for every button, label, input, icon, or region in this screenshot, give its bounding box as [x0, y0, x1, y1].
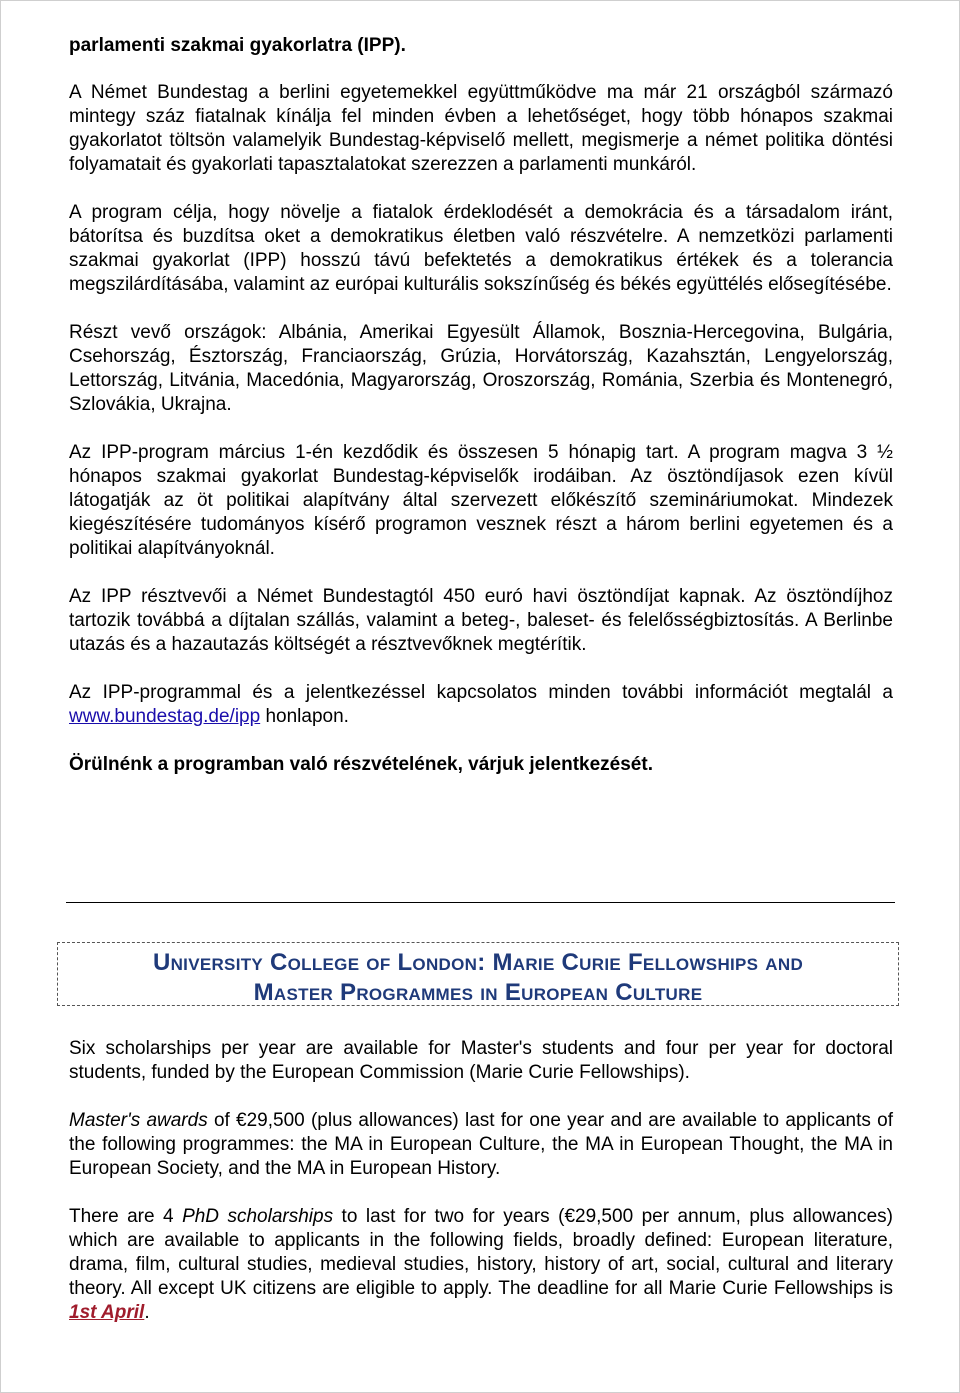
ucl-p2-rest: of €29,500 (plus allowances) last for one year and are available to applicants of the following programmes: the MA in European Culture, the MA in European Thought, the MA in European Society, and the MA in European History. [69, 1110, 893, 1179]
ucl-title-line-2: Master Programmes in European Culture [253, 979, 703, 1006]
hu-paragraph-5: Az IPP résztvevői a Német Bundestagtól 450 euró havi ösztöndíjat kapnak. Az ösztöndíjhoz tartozik továbbá a díjtalan szállás, valamint a beteg-, baleset- és felelősségbiztosítás. A Berlinbe utazás és a hazautazás költségét a résztvevőknek megtérítik. [69, 586, 893, 655]
hu-heading-line: parlamenti szakmai gyakorlatra (IPP). [69, 35, 406, 56]
hu-paragraph-3: Részt vevő országok: Albánia, Amerikai Egyesült Államok, Bosznia-Hercegovina, Bulgária, Csehország, Észtország, Franciaország, Grúzia, Horvátország, Kazahsztán, Lengyelország, Lettország, Litvánia, Macedónia, Magyarország, Oroszország, Románia, Szerbia és Montenegró, Szlovákia, Ukrajna. [69, 322, 893, 415]
ucl-paragraph-2 [69, 1109, 893, 1181]
ucl-p3-start: There are 4 [69, 1206, 183, 1227]
hu-closing: Örülnénk a programban való részvételének, várjuk jelentkezését. [69, 754, 653, 775]
ucl-p3-mid: to last for two for years (€29,500 per annum, plus allowances) which are available to applicants in the following fields, broadly defined: European literature, drama, film, cultural studies, medieval studies, history, history of art, social, cultural and literary theory. All except UK citizens are eligible to apply. The deadline for all Marie Curie Fellowships is [69, 1206, 894, 1299]
section-divider [66, 902, 895, 903]
ucl-section [69, 1037, 893, 1325]
hu-p6-text-before: Az IPP-programmal és a jelentkezéssel kapcsolatos minden további információt megtalál a [69, 682, 893, 703]
hu-p6-text-after: honlapon. [260, 706, 349, 727]
masters-awards-term: Master's awards [69, 1110, 208, 1131]
hu-paragraph-6 [69, 681, 893, 729]
phd-scholarships-term: PhD scholarships [182, 1206, 334, 1227]
deadline-link[interactable]: 1st April [69, 1302, 145, 1323]
ucl-title-box [57, 942, 899, 1006]
hu-paragraph-1: A Német Bundestag a berlini egyetemekkel együttműködve ma már 21 országból származó mintegy száz fiatalnak kínálja fel minden évben a lehetőséget, hogy több hónapos szakmai gyakorlatot töltsön valamelyik Bundestag-képviselő mellett, megismerje a német politika döntési folyamatait és gyakorlati tapasztalatokat szerezzen a parlamenti munkáról. [69, 82, 893, 175]
ucl-p3-end: . [144, 1302, 150, 1323]
hu-paragraph-4: Az IPP-program március 1-én kezdődik és összesen 5 hónapig tart. A program magva 3 ½ hónapos szakmai gyakorlat Bundestag-képviselők irodáiban. Az ösztöndíjasok ezen kívül látogatják az öt politikai alapítvány által szervezett előkészítő szemináriumokat. Mindezek kiegészítésére tudományos kísérő programon vesznek részt a három berlini egyetemen és a politikai alapítványoknál. [69, 442, 893, 559]
hu-paragraph-2: A program célja, hogy növelje a fiatalok érdeklodését a demokrácia és a társadalom iránt, bátorítsa és buzdítsa oket a demokratikus életben való részvételre. A nemzetközi parlamenti szakmai gyakorlat (IPP) hosszú távú befektetés a demokratikus értékek és a tolerancia megszilárdításába, valamint az európai kulturális sokszínűség és békés együttélés elősegítésébe. [69, 202, 893, 295]
ucl-paragraph-1: Six scholarships per year are available for Master's students and four per year for doctoral students, funded by the European Commission (Marie Curie Fellowships). [69, 1038, 893, 1083]
ucl-title-line-1: University College of London: Marie Curie Fellowships and [152, 949, 804, 976]
ucl-paragraph-3 [69, 1205, 893, 1325]
document-body [69, 34, 893, 777]
bundestag-link[interactable]: www.bundestag.de/ipp [69, 706, 261, 727]
